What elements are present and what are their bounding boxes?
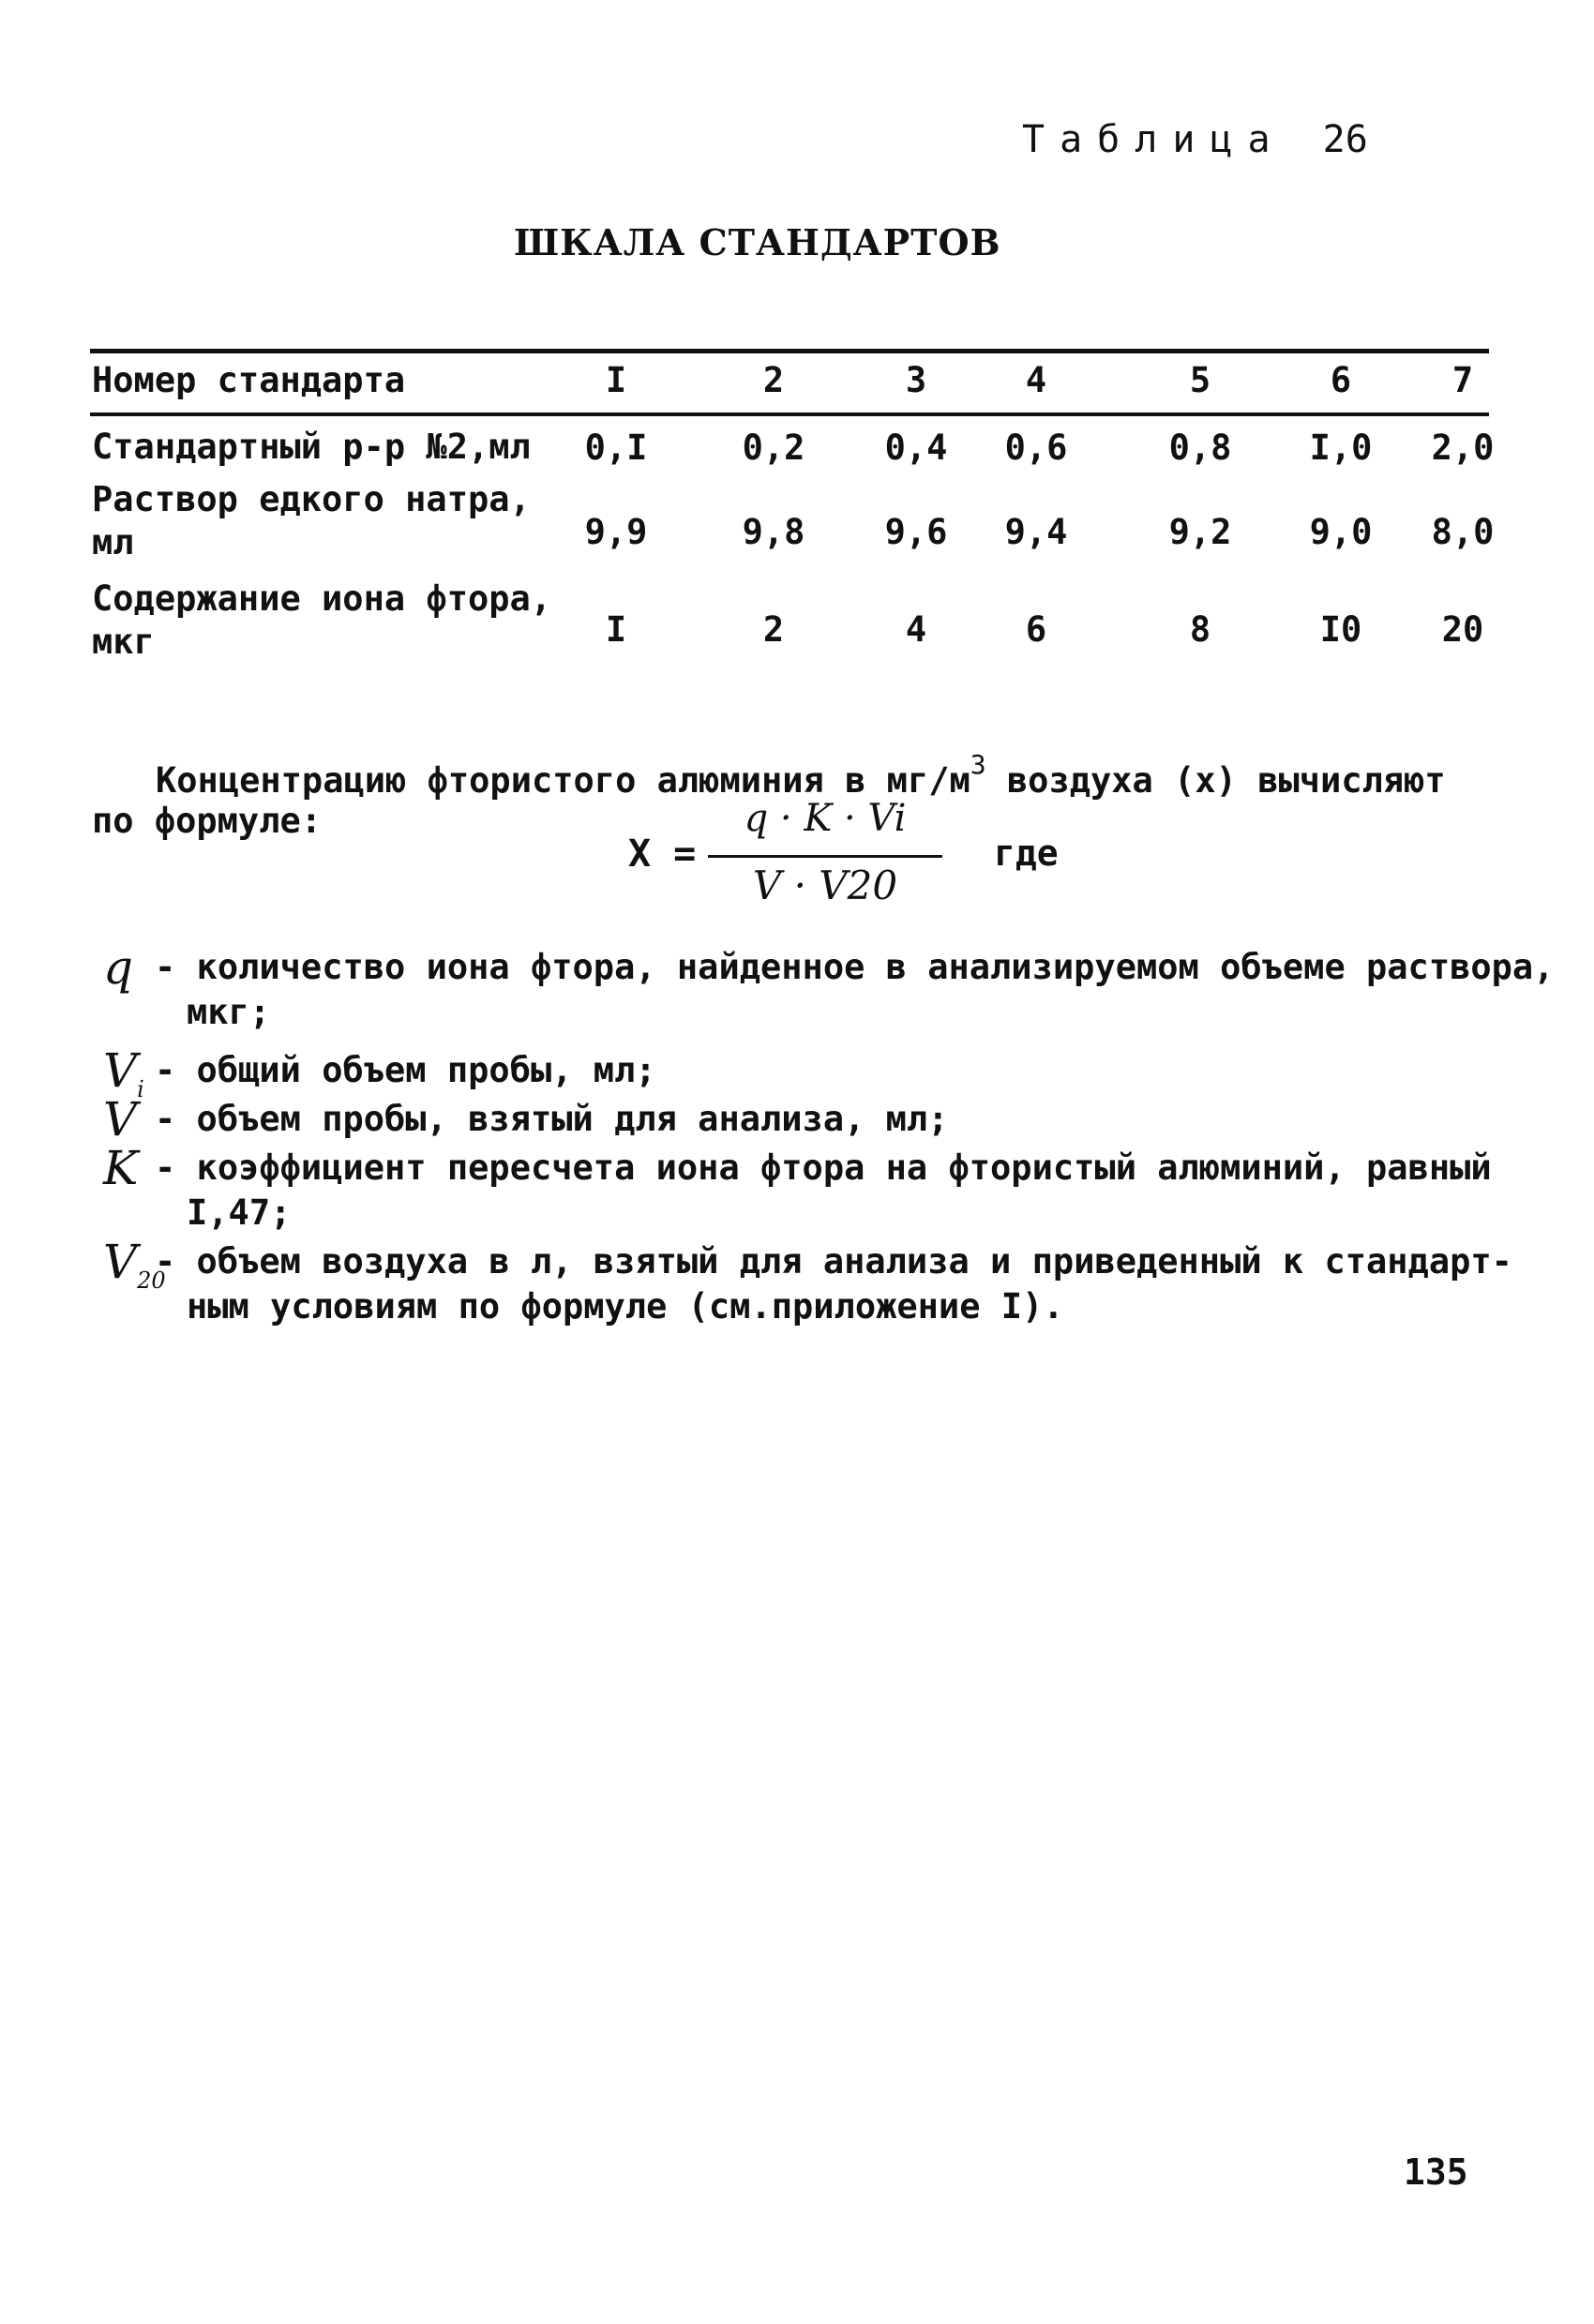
table-row-label: Содержание иона фтора, мкг	[92, 578, 552, 662]
table-cell: 0,6	[1004, 427, 1068, 468]
legend-symbol: $V_{20}$	[103, 1235, 166, 1294]
formula-lhs: X =	[628, 832, 697, 876]
table-cell: 8	[1189, 609, 1211, 650]
table-cell: I	[605, 609, 627, 650]
table-header-col: 4	[1025, 360, 1047, 400]
table-cell: 9,6	[884, 512, 948, 552]
table-cell: 9,2	[1168, 512, 1232, 552]
table-top-rule	[90, 349, 1489, 353]
legend-text: мкг;	[187, 992, 271, 1032]
legend-text: - количество иона фтора, найденное в анализируемом объеме раствора,	[155, 947, 1555, 987]
page-number: 135	[1404, 2152, 1468, 2193]
legend-item	[103, 1141, 1510, 1239]
paragraph-superscript: 3	[970, 749, 986, 780]
legend-text: I,47;	[187, 1192, 292, 1233]
formula-where: где	[994, 832, 1059, 874]
fraction-bar	[708, 855, 942, 858]
legend-text: - объем воздуха в л, взятый для анализа и приведенный к стандарт-	[155, 1241, 1512, 1282]
table-cell: 2	[762, 609, 785, 650]
table-header-col: 7	[1451, 360, 1474, 400]
table-cell: I0	[1319, 609, 1362, 650]
legend-symbol: q	[103, 940, 134, 995]
formula	[628, 797, 1060, 919]
table-header-col: 6	[1330, 360, 1352, 400]
table-header-label: Номер стандарта	[92, 360, 406, 400]
legend-text: - объем пробы, взятый для анализа, мл;	[155, 1099, 949, 1139]
legend-symbol: K	[103, 1141, 139, 1195]
table-cell: 9,8	[742, 512, 805, 552]
table-header-rule	[90, 412, 1489, 416]
table-caption-number: 26	[1322, 118, 1368, 161]
table-caption-label: Таблица	[1022, 118, 1286, 161]
concentration-paragraph	[156, 742, 1446, 803]
table-cell: 0,8	[1168, 427, 1232, 468]
paragraph-text: воздуха (х) вычисляют	[985, 760, 1446, 801]
table-header-col: 5	[1189, 360, 1211, 400]
table-cell: 0,I	[584, 427, 648, 468]
table-cell: 8,0	[1431, 512, 1495, 552]
formula-denominator: V · V20	[752, 862, 898, 908]
legend-item	[103, 940, 1566, 1039]
table-cell: 9,4	[1004, 512, 1068, 552]
legend-item	[103, 1235, 1512, 1333]
legend-item	[103, 1092, 1510, 1147]
legend-symbol: $V_i$	[103, 1043, 144, 1102]
legend-text: ным условиям по формуле (см.приложение I).	[187, 1286, 1064, 1327]
table-cell: 2,0	[1431, 427, 1495, 468]
formula-numerator: q · K · Vi	[744, 797, 907, 840]
paragraph-text: Концентрацию фтористого алюминия в мг/м	[156, 760, 970, 801]
table-header-col: 2	[762, 360, 785, 400]
table-caption	[1022, 118, 1368, 161]
legend-symbol: V	[103, 1092, 138, 1147]
table-row-label: Стандартный р-р №2,мл	[92, 427, 531, 467]
legend-text: - коэффициент пересчета иона фтора на фтористый алюминий, равный	[155, 1147, 1492, 1188]
table-cell: 0,2	[742, 427, 805, 468]
legend-text: - общий объем пробы, мл;	[155, 1050, 656, 1090]
legend-item	[103, 1043, 1510, 1102]
table-cell: 20	[1441, 609, 1484, 650]
table-cell: 0,4	[884, 427, 948, 468]
table-cell: I,0	[1309, 427, 1373, 468]
table-header-col: I	[605, 360, 627, 400]
table-cell: 4	[905, 609, 927, 650]
paragraph-line2: по формуле:	[92, 801, 323, 841]
table-cell: 9,9	[584, 512, 648, 552]
table-cell: 9,0	[1309, 512, 1373, 552]
table-header-col: 3	[905, 360, 927, 400]
table-title: ШКАЛА СТАНДАРТОВ	[514, 221, 1001, 263]
table-cell: 6	[1025, 609, 1047, 650]
table-row-label: Раствор едкого натра, мл	[92, 479, 531, 562]
